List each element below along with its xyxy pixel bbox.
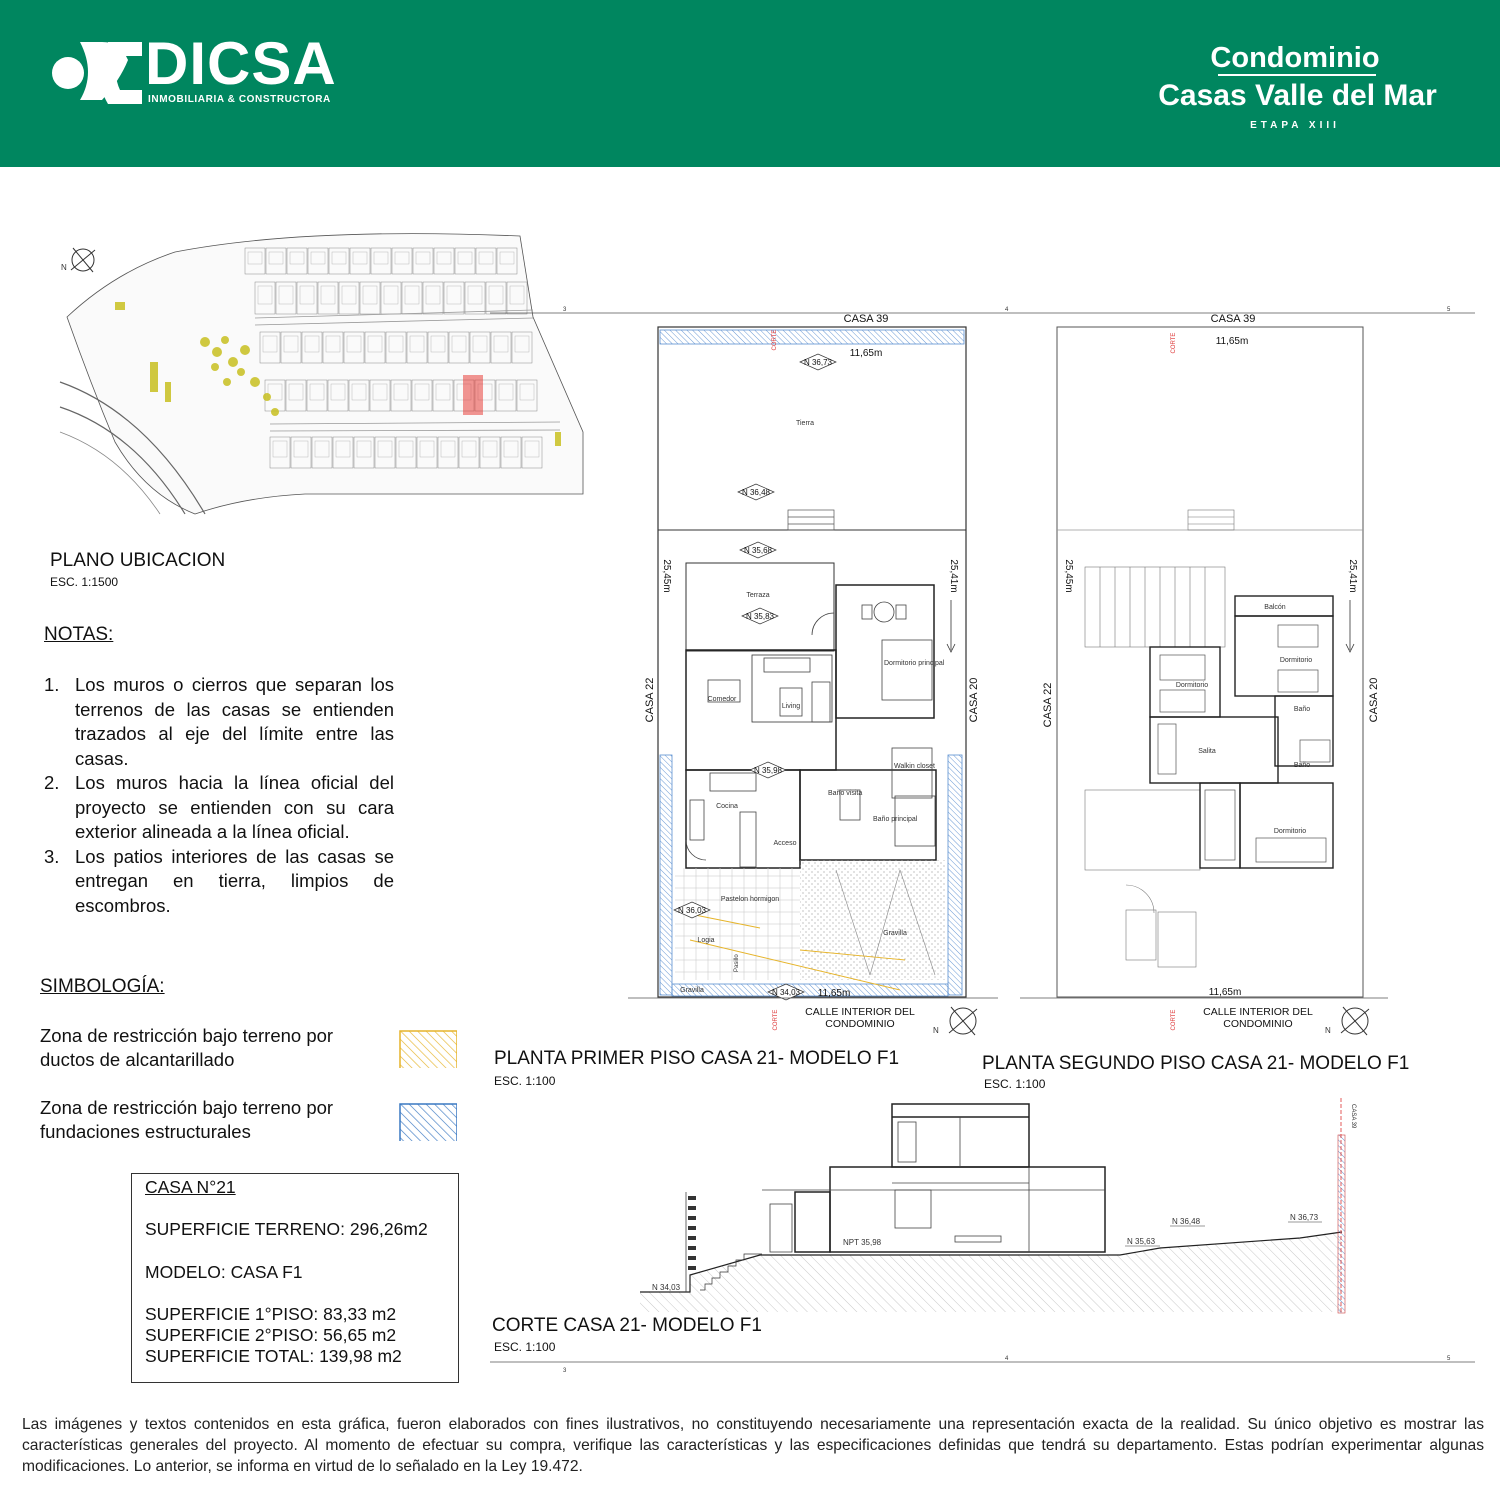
svg-text:Cocina: Cocina [716,803,738,810]
svg-text:4: 4 [1005,1356,1009,1362]
project-name-line2: Casas Valle del Mar [1158,79,1437,112]
svg-text:CORTE: CORTE [773,1009,779,1031]
svg-text:25,45m: 25,45m [1063,559,1074,593]
north-arrow-icon [1325,1007,1369,1035]
logo-wordmark: DICSA [145,30,337,97]
svg-text:N 36,73: N 36,73 [1290,1213,1319,1222]
svg-text:25,45m: 25,45m [661,559,672,593]
section-scale: ESC. 1:100 [494,1340,556,1354]
svg-text:Walkin closet: Walkin closet [894,763,935,770]
svg-text:Tierra: Tierra [795,420,815,427]
svg-text:N 36,73: N 36,73 [803,358,833,367]
svg-text:Baño: Baño [1293,706,1311,713]
note-item: 2. Los muros hacia la línea oficial del proyecto se entienden con su cara exterior alineada a la línea oficial. [44,772,394,842]
second-floor-title: PLANTA SEGUNDO PISO CASA 21- MODELO F1 [982,1053,1410,1074]
legend-heading: SIMBOLOGÍA: [40,976,165,997]
svg-text:N 36,48: N 36,48 [1172,1217,1201,1226]
svg-text:Pasillo: Pasillo [734,954,740,972]
logo-tagline: INMOBILIARIA & CONSTRUCTORA [148,94,331,105]
legal-disclaimer: Las imágenes y textos contenidos en esta gráfica, fueron elaborados con fines ilustrativos, no constituyendo necesariamente una representación exacta de la realidad. Su único objetivo es mostrar las características generales del proyecto. Al momento de efectuar su compra, verifique las características y las especificaciones definidas que tendrá su departamento. Estas podrían experimentar algunas modificaciones. Lo anterior, se informa en virtud de lo señalado en la Ley 19.472. [22,1416,1484,1475]
svg-text:Dormitorio principal: Dormitorio principal [884,660,945,667]
svg-text:CORTE: CORTE [772,329,778,351]
floor1-area: SUPERFICIE 1°PISO: 83,33 m2 [145,1304,397,1324]
notes-list [42,673,394,918]
house-21-highlight [463,375,483,415]
legend-sewer-swatch [399,1030,457,1068]
svg-text:CORTE: CORTE [1171,1009,1177,1031]
floor2-area: SUPERFICIE 2°PISO: 56,65 m2 [145,1325,397,1345]
location-plan-scale: ESC. 1:1500 [50,575,119,589]
dicsa-logo-mark-icon [50,40,145,108]
svg-text:Salita: Salita [1198,748,1216,755]
house-number: CASA N°21 [145,1177,236,1197]
svg-text:N 35,83: N 35,83 [745,612,775,621]
note-item: 1. Los muros o cierros que separan los terrenos de las casas se entienden trazados al eje del límite entre las casas. [44,674,394,769]
svg-text:25,41m: 25,41m [1347,559,1358,593]
legend-sewer-label: Zona de restricción bajo terreno por ductos de alcantarillado [40,1025,334,1070]
project-stage: ETAPA XIII [1250,120,1340,131]
svg-text:Pastelon hormigon: Pastelon hormigon [720,896,780,903]
svg-text:Terraza: Terraza [746,592,770,599]
svg-text:Baño: Baño [1293,762,1311,769]
svg-text:11,65m: 11,65m [1208,987,1242,998]
house-info-box [131,1173,459,1383]
svg-text:3: 3 [563,307,567,313]
svg-text:Logia: Logia [697,937,715,944]
svg-text:N 36,48: N 36,48 [741,488,771,497]
svg-text:Dormitorio: Dormitorio [1279,657,1313,664]
svg-text:Gravilla: Gravilla [680,987,704,994]
svg-text:CASA 39: CASA 39 [843,313,889,325]
svg-text:N 34,03: N 34,03 [771,988,801,997]
svg-text:Baño visita: Baño visita [828,790,863,797]
svg-text:Living: Living [781,703,801,710]
svg-text:CASA 20: CASA 20 [968,677,980,723]
svg-text:5: 5 [1447,1356,1451,1362]
project-name-line1: Condominio [1210,42,1380,74]
legend-foundation-swatch [399,1103,457,1141]
svg-text:CASA 22: CASA 22 [1042,682,1054,728]
svg-text:N: N [61,263,67,272]
header-banner [0,0,1500,167]
first-floor-street-label: CALLE INTERIOR DEL CONDOMINIO [805,1006,915,1030]
first-floor-plan [644,313,980,1036]
svg-text:Acceso: Acceso [773,840,797,847]
location-plan-title: PLANO UBICACION [50,550,226,571]
svg-text:11,65m: 11,65m [849,348,883,359]
svg-text:Comedor: Comedor [707,696,737,703]
svg-text:N 34,03: N 34,03 [652,1283,681,1292]
svg-text:N 35,63: N 35,63 [1127,1237,1156,1246]
total-area: SUPERFICIE TOTAL: 139,98 m2 [145,1346,402,1366]
svg-text:CORTE: CORTE [1171,332,1177,354]
svg-text:3: 3 [563,1368,567,1374]
land-area: SUPERFICIE TERRENO: 296,26m2 [145,1219,428,1239]
svg-text:N: N [933,1026,939,1035]
svg-text:NPT 35,98: NPT 35,98 [843,1238,882,1247]
svg-text:N 36,03: N 36,03 [677,906,707,915]
project-title-divider [1218,74,1376,76]
svg-text:25,41m: 25,41m [948,559,959,593]
svg-text:N 35,68: N 35,68 [743,546,773,555]
second-floor-street-label: CALLE INTERIOR DEL CONDOMINIO [1203,1006,1313,1030]
svg-text:CASA 39: CASA 39 [1210,313,1256,325]
first-floor-scale: ESC. 1:100 [494,1074,556,1088]
legend-foundation-label: Zona de restricción bajo terreno por fundaciones estructurales [40,1097,334,1142]
svg-text:11,65m: 11,65m [817,988,851,999]
svg-text:Dormitorio: Dormitorio [1273,828,1307,835]
svg-text:CASA 39: CASA 39 [1350,1104,1356,1129]
second-floor-plan [1042,313,1380,1036]
svg-text:Baño principal: Baño principal [873,816,918,823]
svg-text:N: N [1325,1026,1331,1035]
svg-text:N 35,98: N 35,98 [753,766,783,775]
svg-text:4: 4 [1005,307,1009,313]
svg-text:Balcón: Balcón [1264,604,1286,611]
svg-text:Gravilla: Gravilla [883,930,907,937]
svg-text:5: 5 [1447,307,1451,313]
house-model: MODELO: CASA F1 [145,1262,303,1282]
north-arrow-icon [933,1007,977,1035]
floor-plans-drawing [490,300,1475,1045]
second-floor-scale: ESC. 1:100 [984,1077,1046,1091]
svg-text:Dormitorio: Dormitorio [1175,682,1209,689]
svg-text:CASA 22: CASA 22 [644,677,656,723]
svg-text:11,65m: 11,65m [1215,336,1249,347]
first-floor-title: PLANTA PRIMER PISO CASA 21- MODELO F1 [494,1048,900,1069]
notes-heading: NOTAS: [44,624,114,645]
svg-text:CASA 20: CASA 20 [1368,677,1380,723]
section-title: CORTE CASA 21- MODELO F1 [492,1315,762,1336]
note-item: 3. Los patios interiores de las casas se entregan en tierra, limpios de escombros. [44,845,394,916]
north-arrow-icon [61,248,95,272]
